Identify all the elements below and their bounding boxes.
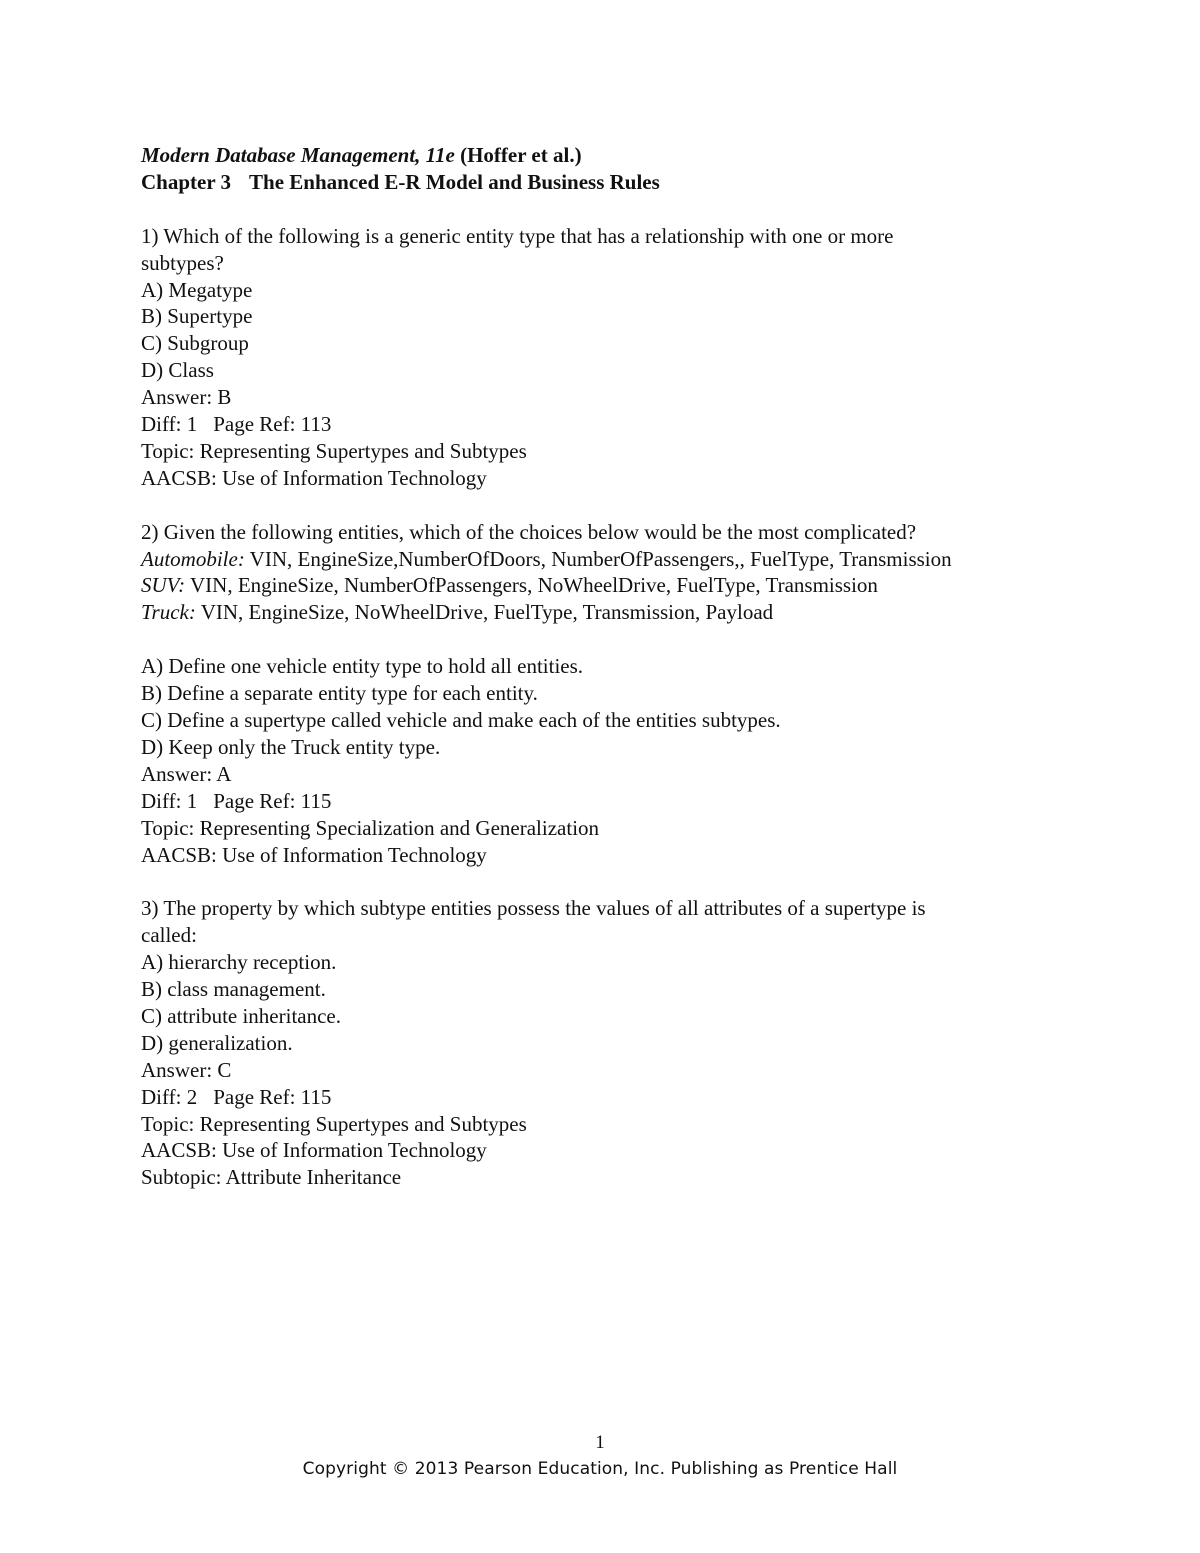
spacer: [141, 492, 1101, 519]
question-stem: 3) The property by which subtype entities possess the values of all attributes of a supertype is: [141, 896, 926, 921]
entity-attributes: VIN, EngineSize,NumberOfDoors, NumberOfPassengers,, FuelType, Transmission: [244, 546, 952, 571]
topic: Topic: Representing Specialization and Generalization: [141, 815, 600, 840]
book-title: Modern Database Management, 11e: [141, 143, 455, 167]
question-block-3: [141, 895, 1101, 1191]
question-block-1: [141, 223, 1101, 492]
question-stem: 2) Given the following entities, which of the choices below would be the most complicated?: [141, 519, 917, 544]
answer-choice: B) class management.: [141, 977, 326, 1002]
page-number: 1: [595, 1432, 605, 1453]
answer-choice: B) Define a separate entity type for each entity.: [141, 681, 538, 706]
book-title-line: [141, 142, 1101, 169]
spacer: [141, 196, 1101, 223]
page-content: [141, 142, 1101, 1191]
difficulty-line: [141, 1084, 1101, 1111]
answer-key: Answer: C: [141, 1057, 232, 1082]
answer-choice: D) Class: [141, 358, 214, 383]
answer-choice: A) Megatype: [141, 277, 253, 302]
entity-definition: [141, 599, 1101, 626]
page-ref: Page Ref: 115: [213, 1084, 332, 1109]
answer-choice: C) Define a supertype called vehicle and make each of the entities subtypes.: [141, 707, 781, 732]
answer-key: Answer: A: [141, 761, 232, 786]
question-block-2: [141, 519, 1101, 869]
topic: Topic: Representing Supertypes and Subtypes: [141, 1111, 527, 1136]
difficulty-line: [141, 788, 1101, 815]
question-stem: 1) Which of the following is a generic entity type that has a relationship with one or more: [141, 223, 894, 248]
aacsb: AACSB: Use of Information Technology: [141, 1138, 487, 1163]
chapter-number: Chapter 3: [141, 169, 232, 194]
spacer: [141, 626, 1101, 653]
answer-key: Answer: B: [141, 385, 232, 410]
answer-choice: A) hierarchy reception.: [141, 950, 337, 975]
aacsb: AACSB: Use of Information Technology: [141, 465, 487, 490]
entity-attributes: VIN, EngineSize, NumberOfPassengers, NoWheelDrive, FuelType, Transmission: [185, 573, 878, 598]
copyright-footer: Copyright © 2013 Pearson Education, Inc. Publishing as Prentice Hall: [302, 1459, 898, 1479]
entity-definition: [141, 546, 1101, 573]
answer-choice: D) Keep only the Truck entity type.: [141, 734, 441, 759]
answer-choice: A) Define one vehicle entity type to hold all entities.: [141, 654, 584, 679]
question-stem: subtypes?: [141, 250, 224, 275]
difficulty: Diff: 1: [141, 788, 198, 813]
entity-definition: [141, 572, 1101, 599]
chapter-title: The Enhanced E-R Model and Business Rules: [249, 169, 660, 194]
entity-attributes: VIN, EngineSize, NoWheelDrive, FuelType, Transmission, Payload: [195, 600, 774, 625]
aacsb: AACSB: Use of Information Technology: [141, 842, 487, 867]
entity-name: Truck:: [141, 600, 196, 625]
book-authors: (Hoffer et al.): [454, 143, 582, 167]
answer-choice: D) generalization.: [141, 1030, 293, 1055]
spacer: [141, 868, 1101, 895]
difficulty: Diff: 2: [141, 1084, 198, 1109]
entity-name: SUV:: [141, 573, 186, 598]
question-stem: called:: [141, 923, 197, 948]
subtopic: Subtopic: Attribute Inheritance: [141, 1165, 402, 1190]
page-ref: Page Ref: 113: [213, 412, 332, 437]
topic: Topic: Representing Supertypes and Subtypes: [141, 438, 527, 463]
answer-choice: B) Supertype: [141, 304, 253, 329]
page-ref: Page Ref: 115: [213, 788, 332, 813]
answer-choice: C) attribute inheritance.: [141, 1003, 342, 1028]
entity-name: Automobile:: [141, 546, 245, 571]
difficulty: Diff: 1: [141, 412, 198, 437]
difficulty-line: [141, 411, 1101, 438]
chapter-heading: [141, 169, 1101, 196]
answer-choice: C) Subgroup: [141, 331, 249, 356]
